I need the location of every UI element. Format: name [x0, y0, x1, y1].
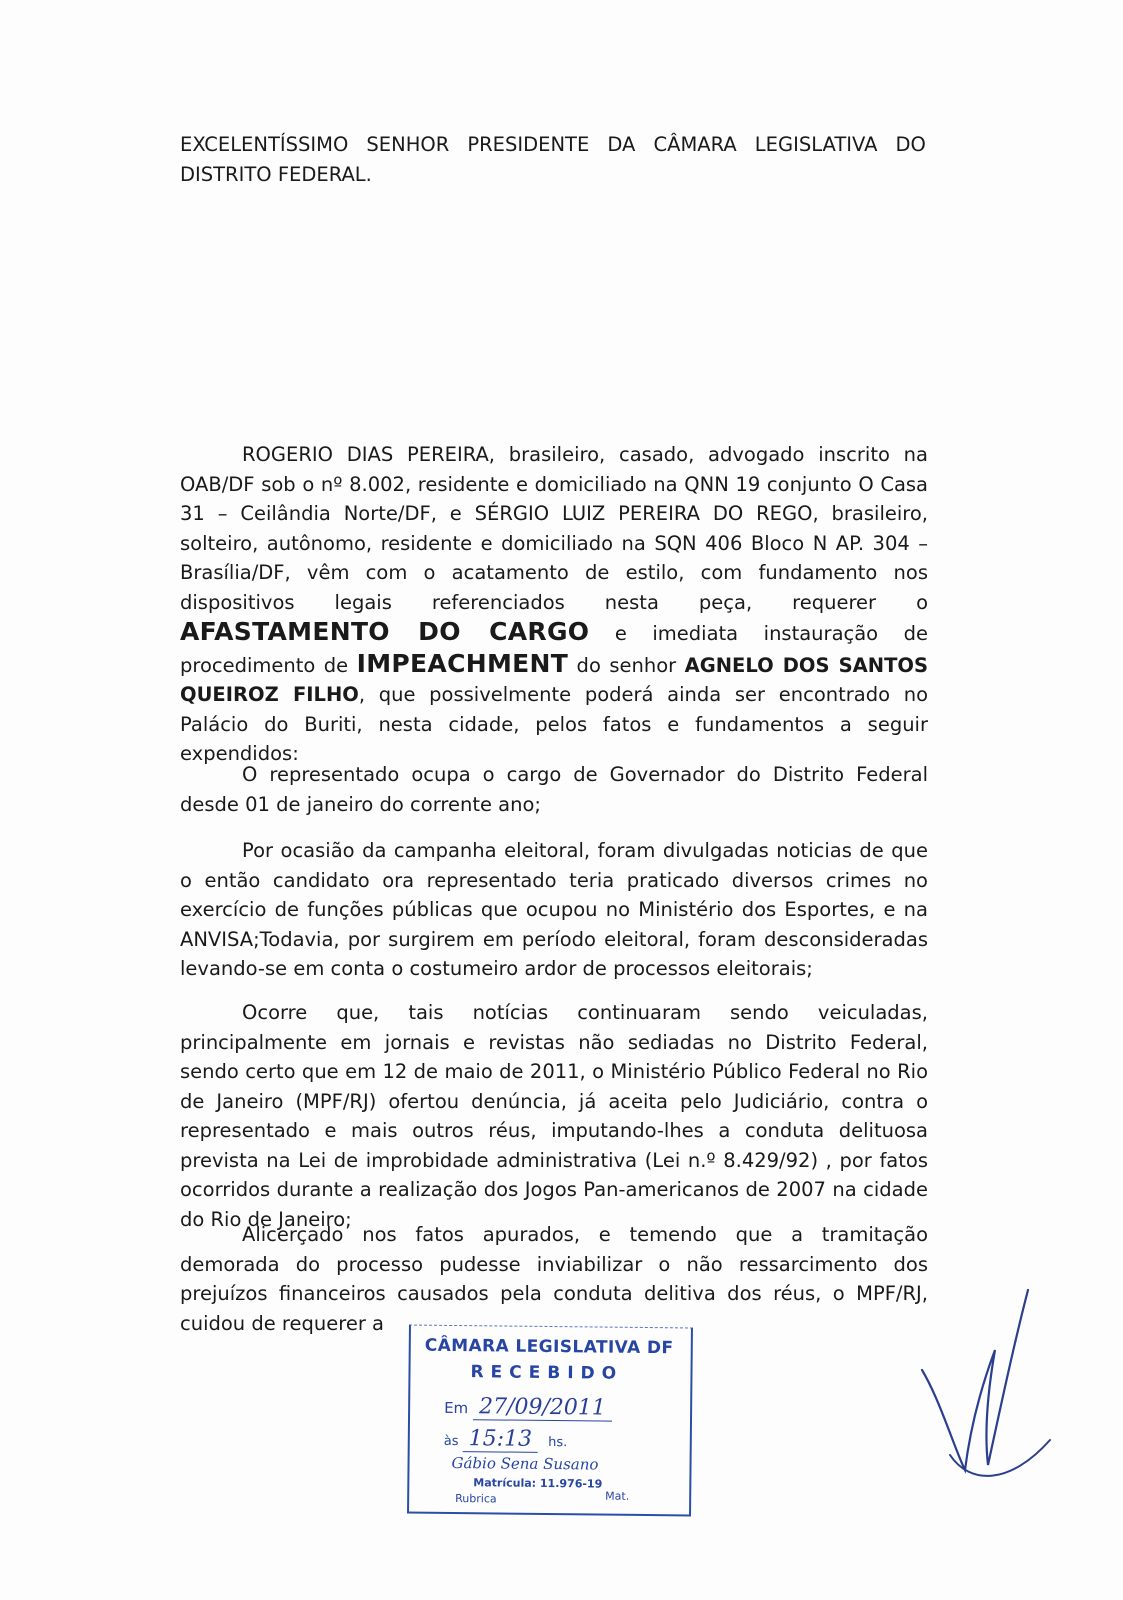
stamp-hrs-label: hs. — [548, 1434, 568, 1451]
paragraph-5-text: Alicerçado nos fatos apurados, e temendo que a tramitação demorada do processo pudesse inviabilizar o não ressarcimento dos prejuízos financeiros causados pela conduta delitiva dos réus, o MPF/RJ, cuidou de requerer a — [180, 1223, 928, 1335]
stamp-time-row — [444, 1426, 568, 1452]
addressee-word: PRESIDENTE — [467, 133, 590, 156]
intro-text-4: , que possivelmente poderá ainda ser encontrado no Palácio do Buriti, nesta cidade, pelos fatos e fundamentos a seguir expendidos: — [180, 683, 928, 765]
addressee-line-1 — [180, 130, 926, 160]
stamp-time: 15:13 — [463, 1426, 539, 1453]
intro-paragraph — [180, 440, 928, 769]
stamp-mat-label: Mat. — [605, 1489, 630, 1503]
intro-text-3: do senhor — [568, 653, 685, 677]
accused-name: AGNELO DOS SANTOS QUEIROZ FILHO — [180, 653, 928, 706]
addressee-word: CÂMARA — [653, 133, 737, 156]
paragraph-5 — [180, 1220, 928, 1338]
stamp-received: RECEBIDO — [470, 1362, 624, 1384]
handwritten-initials — [910, 1280, 1060, 1500]
paragraph-2 — [180, 760, 928, 819]
stamp-rubrica-row — [455, 1489, 655, 1507]
impeachment-heading: IMPEACHMENT — [356, 648, 569, 678]
addressee-block — [180, 130, 926, 189]
addressee-word: LEGISLATIVA — [754, 133, 878, 156]
addressee-word: SENHOR — [366, 133, 450, 156]
stamp-em-label: Em — [444, 1398, 469, 1418]
addressee-line-2: DISTRITO FEDERAL. — [180, 162, 372, 186]
paragraph-3 — [180, 836, 928, 984]
stamp-as-label: às — [443, 1433, 459, 1450]
stamp-title: CÂMARA LEGISLATIVA DF — [424, 1335, 674, 1359]
request-removal-heading: AFASTAMENTO DO CARGO — [180, 617, 590, 646]
addressee-word: DA — [607, 133, 636, 156]
stamp-clerk-signature: Gábio Sena Susano — [451, 1453, 599, 1474]
paragraph-4 — [180, 998, 928, 1234]
intro-text-2: e imediata instauração de procedimento de — [180, 622, 929, 677]
stamp-date: 27/09/2011 — [473, 1394, 612, 1421]
paragraph-4-text: Ocorre que, tais notícias continuaram sendo veiculadas, principalmente em jornais e revistas não sediadas no Distrito Federal, sendo certo que em 12 de maio de 2011, o Ministério Público Federal no Rio de Janeiro (MPF/RJ) ofertou denúncia, já aceita pelo Judiciário, contra o representado e mais outros réus, imputando-lhes a conduta delituosa prevista na Lei de improbidade administrativa (Lei n.º 8.429/92) , por fatos ocorridos durante a realização dos Jogos Pan-americanos de 2007 na cidade do Rio de Janeiro; — [180, 1001, 928, 1231]
paragraph-3-text: Por ocasião da campanha eleitoral, foram divulgadas noticias de que o então candidato ora representado teria praticado diversos crimes no exercício de funções públicas que ocupou no Ministério dos Esportes, e na ANVISA;Todavia, por surgirem em período eleitoral, foram desconsideradas levando-se em conta o costumeiro ardor de processos eleitorais; — [180, 839, 928, 980]
stamp-date-row — [444, 1394, 612, 1421]
stamp-matricula: Matrícula: 11.976-19 — [473, 1476, 603, 1491]
stamp-rubrica-label: Rubrica — [455, 1492, 497, 1506]
addressee-word: DO — [895, 133, 926, 156]
intro-text-1: ROGERIO DIAS PEREIRA, brasileiro, casado, advogado inscrito na OAB/DF sob o nº 8.002, residente e domiciliado na QNN 19 conjunto O Casa 31 – Ceilândia Norte/DF, e SÉRGIO LUIZ PEREIRA DO REGO, brasileiro, solteiro, autônomo, residente e domiciliado na SQN 406 Bloco N AP. 304 – Brasília/DF, vêm com o acatamento de estilo, com fundamento nos dispositivos legais referenciados nesta peça, requerer o — [180, 443, 928, 614]
addressee-word: EXCELENTÍSSIMO — [180, 133, 349, 156]
received-stamp — [407, 1325, 693, 1517]
paragraph-2-text: O representado ocupa o cargo de Governador do Distrito Federal desde 01 de janeiro do corrente ano; — [180, 763, 928, 816]
